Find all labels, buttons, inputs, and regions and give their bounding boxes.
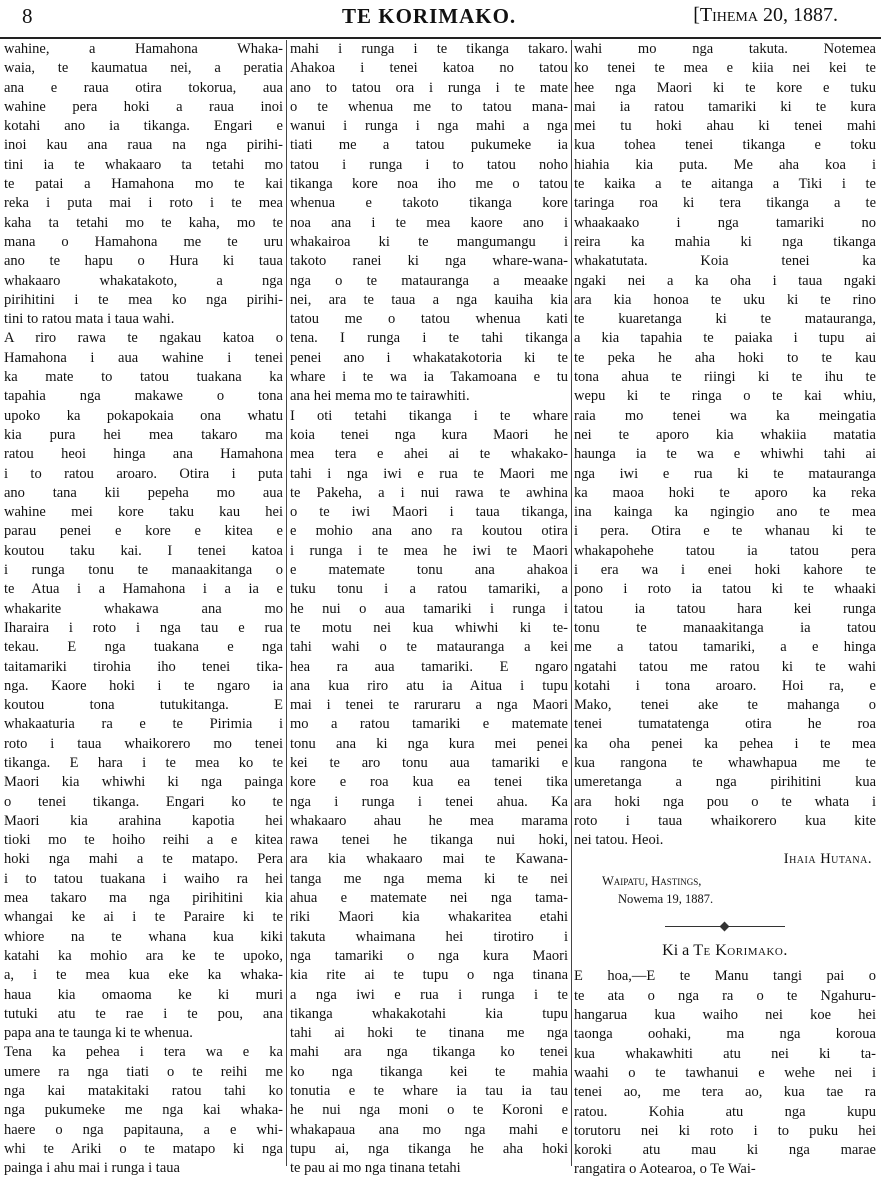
text-line: i to ratou aroaro. Otira i puta xyxy=(4,465,283,482)
text-line: nga pukumeke me nga kai whaka- xyxy=(4,1102,283,1119)
column-rule-1 xyxy=(286,40,287,1166)
text-line: tiati me a tatou pukumeke ia xyxy=(290,137,568,154)
text-line: A riro rawa te ngakau katoa o xyxy=(4,330,283,347)
text-line: whakairoa ki te mangumangu i xyxy=(290,233,568,250)
letter-heading-name: Te Korimako. xyxy=(693,942,788,960)
text-line: reira ka mahia ki nga tikanga xyxy=(574,233,876,250)
masthead-rule xyxy=(0,37,881,39)
text-line: tonutia e te whare ia tau ia tau xyxy=(290,1083,568,1100)
text-line: wahine mei kore taku kau hei xyxy=(4,504,283,521)
text-line: kore e roa kua ea tenei tika xyxy=(290,774,568,791)
text-line: nga kai matakitaki ratou tahi ko xyxy=(4,1083,283,1100)
text-line: haua kia omaoma ke ki muri xyxy=(4,986,283,1003)
text-line: mana o Hamahona me te uru xyxy=(4,233,283,250)
text-line: tikanga. E hara i te mea ko te xyxy=(4,754,283,771)
text-line: i pera. Otira e te whanau ki te xyxy=(574,523,876,540)
text-line: tikanga whakakotahi kia tupu xyxy=(290,1005,568,1022)
text-line: ka mate to tatou tuakana ka xyxy=(4,369,283,386)
text-line: whaakaako i nga tamariki no xyxy=(574,214,876,231)
text-line: he nui nga moni o te Koroni e xyxy=(290,1102,568,1119)
text-line: ara kia whakaaro mai te Kawana- xyxy=(290,851,568,868)
issue-date-rest: 20, 1887. xyxy=(758,4,838,26)
text-line: penei ano i whakatakotoria ki te xyxy=(290,349,568,366)
issue-date-bracket: [ xyxy=(693,4,700,26)
text-line: te pau ai mo nga tinana tetahi xyxy=(290,1160,461,1177)
text-line: e matemate tonu ana ahakoa xyxy=(290,562,568,579)
text-line: wanui i runga i nga mahi a nga xyxy=(290,118,568,135)
text-line: kua tohea tenei tikanga e toku xyxy=(574,137,876,154)
text-line: tioki mo te hoiho reihi a e kitea xyxy=(4,832,283,849)
text-line: whi te Ariki o te matapo ki nga xyxy=(4,1140,283,1157)
text-line: ano tana kii pepeha mo aua xyxy=(4,484,283,501)
text-line: tanga me nga mema ki te nei xyxy=(290,870,568,887)
text-line: tatou i runga i to tatou noho xyxy=(290,156,568,173)
issue-date xyxy=(693,4,838,27)
text-line: hoki nga mahi a te matapo. Pera xyxy=(4,851,283,868)
section-divider xyxy=(665,926,785,927)
text-line: tekau. E nga tuakana e nga xyxy=(4,639,283,656)
text-line: nei, ara te taua a nga kauiha kia xyxy=(290,291,568,308)
text-line: Maori kia arahina kapotia hei xyxy=(4,812,283,829)
text-line: roto i taua whaikorero mo tenei xyxy=(4,735,283,752)
text-line: tonu te manaakitanga ia tatou xyxy=(574,619,876,636)
text-line: whakaaturia ra e te Pirimia i xyxy=(4,716,283,733)
text-line: tona ahua te riingi ki te ihu te xyxy=(574,369,876,386)
text-line: tutuki atu te rae i te pou, ana xyxy=(4,1005,283,1022)
text-line: umeretanga a nga pirihitini kua xyxy=(574,774,876,791)
text-line: parau penei e kore e kitea e xyxy=(4,523,283,540)
text-line: whare i te wa ia Takamoana e tu xyxy=(290,369,568,386)
text-line: nei te aporo kia whakiia matatia xyxy=(574,426,876,443)
text-line: koroki atu mau ki nga marae xyxy=(574,1142,876,1159)
text-line: ara kia honoa te uku ki te rino xyxy=(574,291,876,308)
text-line: pono i roto ia tatou ki te whaaki xyxy=(574,581,876,598)
text-line: tahi ai hoki te tinana me nga xyxy=(290,1025,568,1042)
column-rule-2 xyxy=(571,40,572,1166)
text-line: torutoru nei ki roto i to puku hei xyxy=(574,1122,876,1139)
text-line: hiahia kia puta. Me aha koa i xyxy=(574,156,876,173)
text-line: hea ra aua tamariki. E ngaro xyxy=(290,658,568,675)
text-line: takoto ranei ki nga whare-wana- xyxy=(290,253,568,270)
text-line: Ahakoa i tenei katoa no tatou xyxy=(290,60,568,77)
text-line: ko tenei te mea e kiia nei kei te xyxy=(574,60,876,77)
text-line: haere o nga papitauna, a e whi- xyxy=(4,1121,283,1138)
dateline-place-text: Waipatu, Hastings, xyxy=(602,874,702,889)
text-line: mahi i runga i te tikanga takaro. xyxy=(290,41,568,57)
text-line: rawa tenei he tikanga nui hoki, xyxy=(290,832,568,849)
text-line: o te whenua me to tatou mana- xyxy=(290,98,568,115)
publication-title: TE KORIMAKO. xyxy=(342,4,517,28)
text-line: whakaaro ahau he mea marama xyxy=(290,812,568,829)
text-line: te kuaretanga ki te matauranga, xyxy=(574,311,876,328)
text-line: ratou heoi hinga ana Hamahona xyxy=(4,446,283,463)
text-line: kaha ta tetahi mo te kaha, mo te xyxy=(4,214,283,231)
text-line: whiore na te whana kua kiki xyxy=(4,928,283,945)
text-line: i runga i te mea he iwi te Maori xyxy=(290,542,568,559)
text-line: ko nga tikanga kei te mahia xyxy=(290,1063,568,1080)
text-line: tini to ratou mata i taua wahi. xyxy=(4,311,175,328)
text-line: o te iwi Maori i taua tikanga, xyxy=(290,504,568,521)
text-line: katahi ka mohio ara ke te upoko, xyxy=(4,947,283,964)
text-line: kia pura hei mea takaro ma xyxy=(4,426,283,443)
text-line: ana kua riro atu ia Aitua i tupu xyxy=(290,677,568,694)
text-line: tahi i nga iwi e rua te Maori me xyxy=(290,465,568,482)
text-line: mahi ara nga tikanga ko tenei xyxy=(290,1044,568,1061)
text-line: whakaaro whakatakoto, a nga xyxy=(4,272,283,289)
text-line: a nga iwi e rua i runga i te xyxy=(290,986,568,1003)
text-line: tahi wahi o te matauranga a kei xyxy=(290,639,568,656)
text-line: Maori kia whiwhi ki nga painga xyxy=(4,774,283,791)
text-line: kua rangona te whawhapua me te xyxy=(574,754,876,771)
text-line: kotahi i tona aroaro. Hoi ra, e xyxy=(574,677,876,694)
text-line: ahua e matemate nei nga tama- xyxy=(290,890,568,907)
text-line: te Pakeha, a i nui rawa te awhina xyxy=(290,484,568,501)
column-3 xyxy=(574,40,876,1178)
text-line: nga i runga i tenei ahua. Ka xyxy=(290,793,568,810)
text-line: riki Maori kia whakaritea etahi xyxy=(290,909,568,926)
text-line: reka i puta mai i roto i te mea xyxy=(4,195,283,212)
text-line: roto i taua whaikorero kua kite xyxy=(574,812,876,829)
text-line: takuta whaimana hei tirotiro i xyxy=(290,928,568,945)
text-line: whenua e takoto tikanga kore xyxy=(290,195,568,212)
text-line: mo a ratou tamariki e matemate xyxy=(290,716,568,733)
text-line: ana hei mema mo te tairawhiti. xyxy=(290,388,470,405)
column-1 xyxy=(4,40,283,1177)
text-line: kotahi ano ia tikanga. Engari e xyxy=(4,118,283,135)
text-line: kia rite ai te tupu o nga tinana xyxy=(290,967,568,984)
dateline-date: Nowema 19, 1887. xyxy=(618,892,714,907)
text-line: o tenei tikanga. Engari ko te xyxy=(4,793,283,810)
text-line: tikanga kore noa iho me o tatou xyxy=(290,176,568,193)
text-line: nei tatou. Heoi. xyxy=(574,832,664,849)
text-line: hee nga Maori ki te kore e tuku xyxy=(574,79,876,96)
text-line: ngaki nei a ka oha i taua ngaki xyxy=(574,272,876,289)
new-letter xyxy=(574,967,876,1179)
text-line: ngatahi tatou me ratou ki te wahi xyxy=(574,658,876,675)
text-line: i to tatou tuakana i waiho ra hei xyxy=(4,870,283,887)
text-line: rangatira o Aotearoa, o Te Wai- xyxy=(574,1161,756,1178)
text-line: nga iwi e rua ki te matauranga xyxy=(574,465,876,482)
text-line: tapahia nga makawe o tona xyxy=(4,388,283,405)
signature: Ihaia Hutana. xyxy=(783,851,872,868)
text-line: umere ra nga tiati o te reihi me xyxy=(4,1063,283,1080)
text-line: ana e raua otira tokorua, aua xyxy=(4,79,283,96)
text-line: ina kainga ka ngingio ano te mea xyxy=(574,504,876,521)
text-line: noa ana i te mea kaore ano i xyxy=(290,214,568,231)
masthead xyxy=(22,4,838,30)
text-line: te peka he aha hoki to te kau xyxy=(574,349,876,366)
text-line: wahi mo nga takuta. Notemea xyxy=(574,41,876,57)
text-line: ka maoa hoki te aporo ka reka xyxy=(574,484,876,501)
signature-line xyxy=(574,850,876,872)
text-line: tatou me o tatou whenua kati xyxy=(290,311,568,328)
text-line: te motu nei kua whiwhi ki te- xyxy=(290,619,568,636)
text-line: whangai ke ai i te Paraire ki te xyxy=(4,909,283,926)
text-line: wahine pera hoki a raua inoi xyxy=(4,98,283,115)
text-line: koutou tona tutukitanga. E xyxy=(4,697,283,714)
text-line: te patai a Hamahona mo te kai xyxy=(4,176,283,193)
text-line: inoi kau ana raua na nga pirihi- xyxy=(4,137,283,154)
text-line: Hamahona i aua wahine i tenei xyxy=(4,349,283,366)
text-line: kei te aro tonu aua tamariki e xyxy=(290,754,568,771)
text-line: mea tera e ahei ai te whakako- xyxy=(290,446,568,463)
text-line: i runga tonu te manaakitanga o xyxy=(4,562,283,579)
text-line: painga i ahu mai i runga i taua xyxy=(4,1160,180,1177)
text-line: hangarua kua waiho nei koe hei xyxy=(574,1007,876,1024)
letter-continued xyxy=(574,40,876,850)
text-line: te kaika a te aitanga a Tiki i te xyxy=(574,176,876,193)
letter-heading xyxy=(574,941,876,965)
text-line: taitamariki tirohia iho tenei tika- xyxy=(4,658,283,675)
text-line: E hoa,—E te Manu tangi pai o xyxy=(574,968,876,985)
text-line: me a tatou tamariki, a e hinga xyxy=(574,639,876,656)
text-line: tonu ana ki nga kura mei penei xyxy=(290,735,568,752)
text-line: I oti tetahi tikanga i te whare xyxy=(290,407,568,424)
page-number: 8 xyxy=(22,4,33,28)
text-line: ara hoki nga pou o te whata i xyxy=(574,793,876,810)
text-line: i era wa i enei hoki kahore te xyxy=(574,562,876,579)
text-line: papa ana te taunga ki te whenua. xyxy=(4,1025,193,1042)
text-line: raia mo tenei wa ka meingatia xyxy=(574,407,876,424)
text-line: te ata o nga ra o te Ngahuru- xyxy=(574,987,876,1004)
text-line: haunga ia te wa e whiwhi tahi ai xyxy=(574,446,876,463)
text-line: mei tu hoki ahau ki tenei mahi xyxy=(574,118,876,135)
text-line: mea takaro ma nga pirihitini kia xyxy=(4,890,283,907)
column-2 xyxy=(290,40,568,1177)
text-line: nga tamariki o nga kura Maori xyxy=(290,947,568,964)
text-line: a kia tapahia te paiaka i tupu ai xyxy=(574,330,876,347)
text-line: koia tenei nga kura Maori he xyxy=(290,426,568,443)
text-line: mai i tenei te raruraru a nga Maori xyxy=(290,697,568,714)
text-line: tuku tonu i a ratou tamariki, a xyxy=(290,581,568,598)
text-line: whakatutata. Koia tenei ka xyxy=(574,253,876,270)
text-line: upoko ka pokapokaia ona whatu xyxy=(4,407,283,424)
letter-heading-prefix: Ki a xyxy=(662,942,694,960)
text-line: koutou taku kai. I tenei katoa xyxy=(4,542,283,559)
text-line: tatou ia tatou hara kei runga xyxy=(574,600,876,617)
text-line: tini ia te whakaaro ta tetahi mo xyxy=(4,156,283,173)
text-line: tena. I runga i te tahi tikanga xyxy=(290,330,568,347)
text-line: waia, te kaumatua nei, a peratia xyxy=(4,60,283,77)
text-line: Tena ka pehea i tera wa e ka xyxy=(4,1044,283,1061)
text-line: wepu ki te ringa o te kai whiu, xyxy=(574,388,876,405)
text-line: mai ia ratou tamariki ki te kura xyxy=(574,98,876,115)
text-line: whakapaua ana mo nga mahi e xyxy=(290,1121,568,1138)
text-line: whakapohehe tatou ia tatou pera xyxy=(574,542,876,559)
text-line: whakarite whakawa ana mo xyxy=(4,600,283,617)
dateline-place xyxy=(574,872,876,890)
issue-date-month: Tihema xyxy=(699,4,758,26)
text-line: Mako, tenei ake te mahanga o xyxy=(574,697,876,714)
text-line: he nui o aua tamariki i runga i xyxy=(290,600,568,617)
text-line: tenei tumatatenga otira he roa xyxy=(574,716,876,733)
text-line: e mohio ana ano ra koutou otira xyxy=(290,523,568,540)
text-line: ano te hapu o Hura ki taua xyxy=(4,253,283,270)
text-line: pirihitini i te mea ko nga pirihi- xyxy=(4,291,283,308)
text-line: ka oha penei ka pehea i te mea xyxy=(574,735,876,752)
text-line: tenei ao, me tera ao, kua tae ra xyxy=(574,1084,876,1101)
text-line: Iharaira i roto i nga tau e rua xyxy=(4,619,283,636)
text-line: ratou. Kohia atu nga kupu xyxy=(574,1103,876,1120)
text-line: nga o te matauranga a meaake xyxy=(290,272,568,289)
text-line: a, i te mea kua eke ka whaka- xyxy=(4,967,283,984)
text-line: wahine, a Hamahona Whaka- xyxy=(4,41,283,57)
text-line: kua whakawhiti atu nei ki ta- xyxy=(574,1045,876,1062)
text-line: waahi o te tawhanui e wehe nei i xyxy=(574,1064,876,1081)
text-line: taringa roa ki tera tikanga a te xyxy=(574,195,876,212)
text-line: te Atua i a Hamahona i a ia e xyxy=(4,581,283,598)
text-line: ano to tatou ora i runga i te mate xyxy=(290,79,568,96)
text-line: nga. Kaore hoki i te ngaro ia xyxy=(4,677,283,694)
text-line: tupu ai, nga tikanga he aha hoki xyxy=(290,1140,568,1157)
text-line: taonga oohaki, ma nga koroua xyxy=(574,1026,876,1043)
